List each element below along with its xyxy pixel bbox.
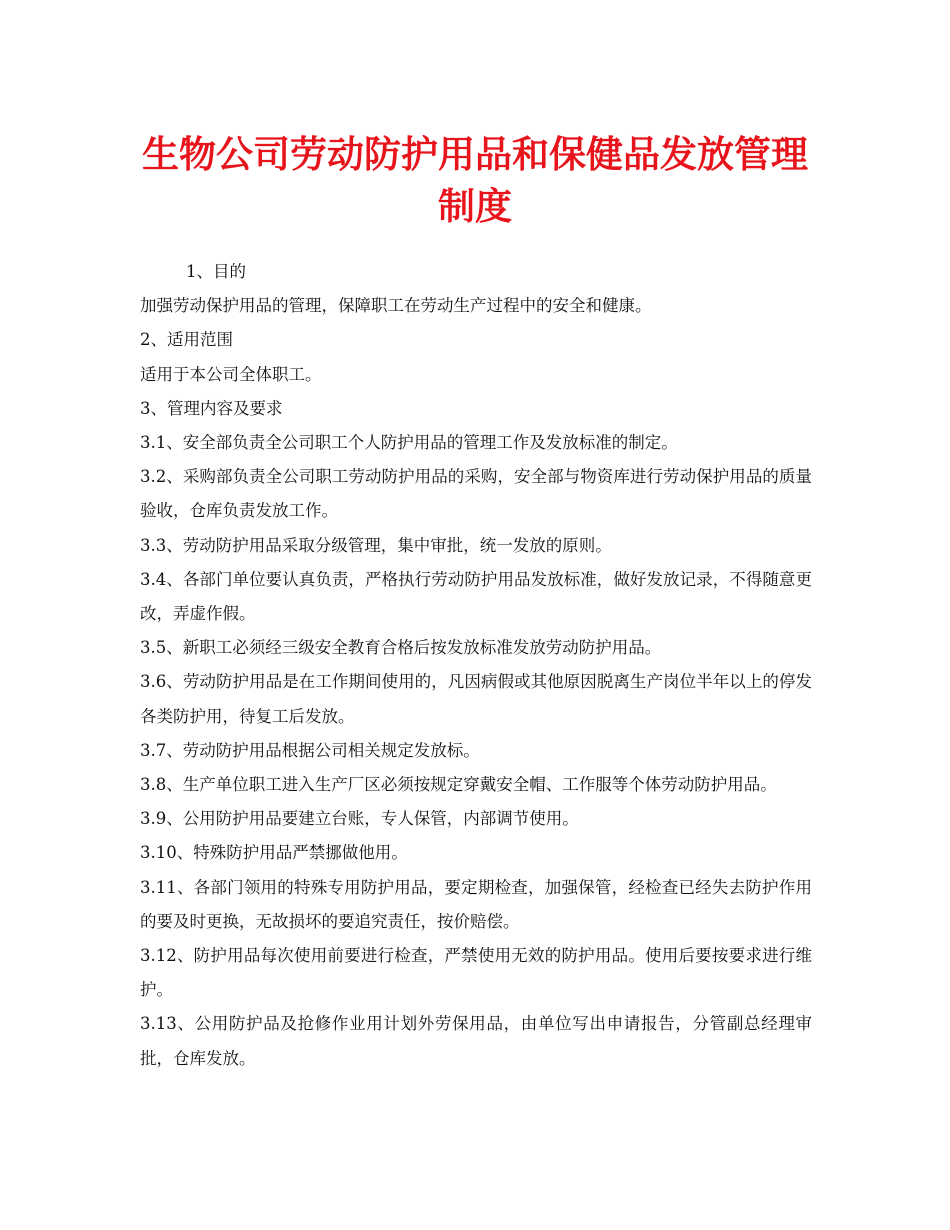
clause-3-2: 3.2、采购部负责全公司职工劳动防护用品的采购，安全部与物资库进行劳动保护用品的质量验收，仓库负责发放工作。 — [140, 467, 812, 521]
clause-3-11: 3.11、各部门领用的特殊专用防护用品，要定期检查，加强保管，经检查已经失去防护作用的要及时更换，无故损坏的要追究责任，按价赔偿。 — [140, 877, 812, 931]
document-body — [140, 255, 812, 1076]
clause-3-1: 3.1、安全部负责全公司职工个人防护用品的管理工作及发放标准的制定。 — [140, 433, 678, 453]
section-heading-purpose: 1、目的 — [186, 262, 246, 281]
paragraph-scope: 适用于本公司全体职工。 — [140, 364, 322, 384]
clause-3-4: 3.4、各部门单位要认真负责，严格执行劳动防护用品发放标准，做好发放记录，不得随意更改，弄虚作假。 — [140, 569, 812, 624]
clause-3-3: 3.3、劳动防护用品采取分级管理，集中审批，统一发放的原则。 — [140, 535, 612, 555]
section-heading-requirements: 3、管理内容及要求 — [140, 398, 283, 418]
paragraph-purpose: 加强劳动保护用品的管理，保障职工在劳动生产过程中的安全和健康。 — [140, 296, 652, 316]
clause-3-12: 3.12、防护用品每次使用前要进行检查，严禁使用无效的防护用品。使用后要按要求进行维护。 — [140, 946, 812, 1000]
clause-3-7: 3.7、劳动防护用品根据公司相关规定发放标。 — [140, 740, 480, 760]
clause-3-8: 3.8、生产单位职工进入生产厂区必须按规定穿戴安全帽、工作服等个体劳动防护用品。 — [140, 775, 777, 795]
clause-3-5: 3.5、新职工必须经三级安全教育合格后按发放标准发放劳动防护用品。 — [140, 638, 662, 658]
document-title: 生物公司劳动防护用品和保健品发放管理制度 — [142, 132, 808, 228]
section-heading-scope: 2、适用范围 — [140, 330, 233, 350]
clause-3-10: 3.10、特殊防护用品严禁挪做他用。 — [140, 843, 408, 863]
clause-3-9: 3.9、公用防护用品要建立台账，专人保管，内部调节使用。 — [140, 809, 579, 829]
clause-3-13: 3.13、公用防护品及抢修作业用计划外劳保用品，由单位写出申请报告，分管副总经理审批，仓库发放。 — [140, 1014, 812, 1068]
clause-3-6: 3.6、劳动防护用品是在工作期间使用的，凡因病假或其他原因脱离生产岗位半年以上的停发各类防护用，待复工后发放。 — [140, 672, 812, 726]
